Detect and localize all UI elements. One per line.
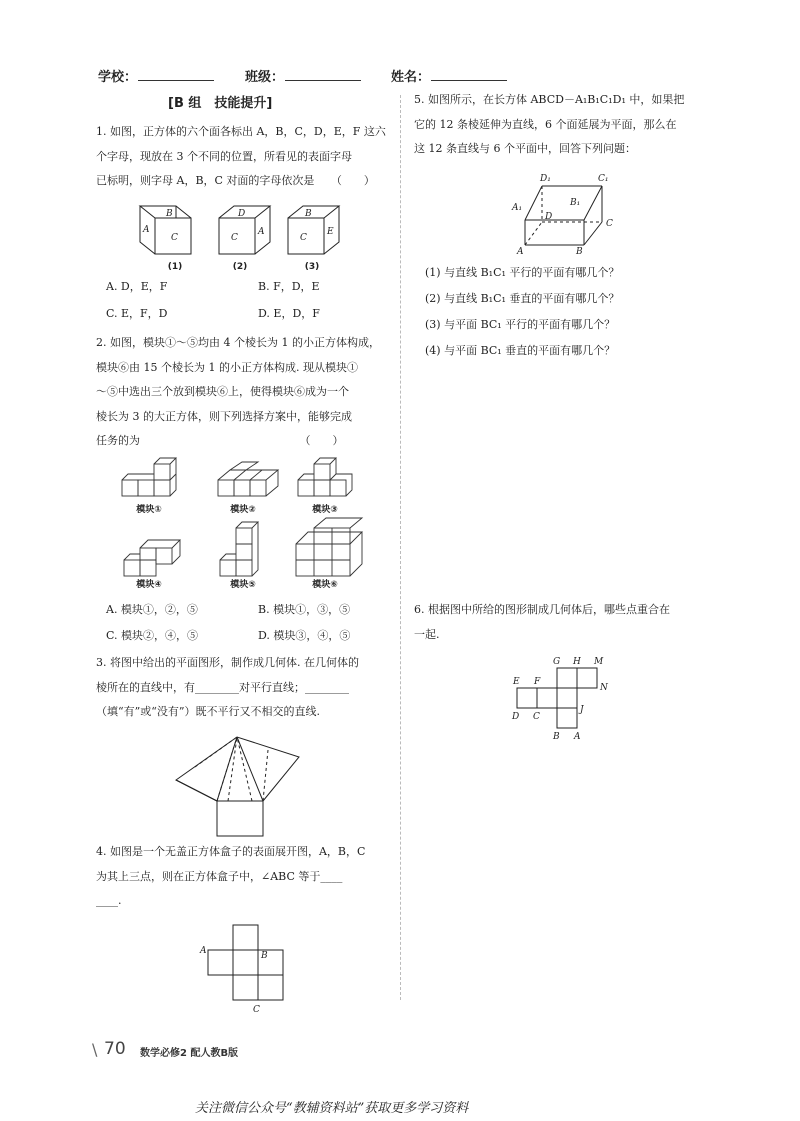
q3-line: （填“有”或“没有”）既不平行又不相交的直线. bbox=[96, 705, 320, 718]
q5-subquestion-1: (1) 与直线 B₁C₁ 平行的平面有哪几个？ bbox=[425, 266, 620, 279]
q5-line: 这 12 条直线与 6 个平面中，回答下列问题： bbox=[414, 142, 636, 155]
q5-vertex-c: C bbox=[606, 219, 613, 229]
q5-vertex-d1: D₁ bbox=[540, 174, 551, 184]
q6-line: 6. 根据图中所给的图形制成几何体后，哪些点重合在 bbox=[414, 603, 670, 616]
q5-subquestion-4: (4) 与平面 BC₁ 垂直的平面有哪几个？ bbox=[425, 344, 616, 357]
q4-line: ____. bbox=[96, 894, 122, 907]
q1-option-a[interactable]: A. D，E，F bbox=[106, 280, 168, 293]
q2-line: 2. 如图，模块①～⑤均由 4 个棱长为 1 的小正方体构成， bbox=[96, 336, 380, 349]
q1-line: 1. 如图，正方体的六个面各标出 A，B，C，D，E，F 这六 bbox=[96, 125, 386, 138]
page-slash: \ bbox=[92, 1040, 98, 1059]
module-3-drawing bbox=[298, 458, 352, 496]
q5-text bbox=[414, 88, 714, 162]
q2-line: ～⑤中选出三个放到模块⑥上，使得模块⑥成为一个 bbox=[96, 385, 349, 398]
cube1-front-letter: C bbox=[171, 233, 178, 243]
q6-point-e: E bbox=[513, 677, 520, 687]
cube3-front-letter: C bbox=[300, 233, 307, 243]
section-title: [B 组 技能提升] bbox=[168, 96, 273, 111]
name-label: 姓名： bbox=[391, 70, 431, 85]
cube2-right-letter: A bbox=[258, 227, 265, 237]
module-caption-4: 模块④ bbox=[136, 580, 162, 590]
q6-point-f: F bbox=[534, 677, 541, 687]
q2-line: 任务的为 （ ） bbox=[96, 434, 344, 447]
cube2-top-letter: D bbox=[238, 209, 246, 219]
q2-option-b[interactable]: B. 模块①，③，⑤ bbox=[258, 603, 351, 616]
q5-vertex-b: B bbox=[576, 247, 583, 257]
q6-net-figure bbox=[517, 668, 597, 728]
class-label: 班级： bbox=[245, 70, 285, 85]
q6-point-h: H bbox=[573, 657, 581, 667]
q1-option-c[interactable]: C. E，F，D bbox=[106, 307, 168, 320]
q2-line: 模块⑥由 15 个棱长为 1 的小正方体构成. 现从模块① bbox=[96, 360, 358, 374]
q4-text bbox=[96, 840, 396, 914]
module-caption-1: 模块① bbox=[136, 505, 162, 515]
q4-net-figure bbox=[208, 925, 283, 1000]
q6-point-c: C bbox=[533, 712, 540, 722]
q5-line: 它的 12 条棱延伸为直线，6 个面延展为平面，那么在 bbox=[414, 117, 677, 131]
book-title: 数学必修2 配人教B版 bbox=[140, 1048, 239, 1059]
q2-text bbox=[96, 331, 396, 454]
q5-vertex-a1: A₁ bbox=[512, 203, 523, 213]
q6-point-d: D bbox=[512, 712, 520, 722]
q6-point-g: G bbox=[553, 657, 561, 667]
q4-point-b: B bbox=[261, 951, 268, 961]
q6-point-n: N bbox=[600, 683, 608, 693]
q5-vertex-c1: C₁ bbox=[598, 174, 609, 184]
module-5-drawing bbox=[220, 522, 258, 576]
q4-line: 4. 如图是一个无盖正方体盒子的表面展开图，A，B，C bbox=[96, 845, 366, 858]
q2-modules bbox=[122, 458, 362, 576]
q6-point-j: J bbox=[580, 705, 584, 715]
cube-caption-3: (3) bbox=[304, 262, 320, 272]
module-6-drawing bbox=[296, 518, 362, 576]
q1-option-b[interactable]: B. F，D，E bbox=[258, 280, 320, 293]
q2-option-d[interactable]: D. 模块③，④，⑤ bbox=[258, 629, 351, 642]
module-caption-3: 模块③ bbox=[312, 505, 338, 515]
q5-line: 5. 如图所示，在长方体 ABCD－A₁B₁C₁D₁ 中，如果把 bbox=[414, 93, 685, 106]
promo-text: 关注微信公众号“教辅资料站”获取更多学习资料 bbox=[195, 1101, 469, 1116]
cube3-top-letter: B bbox=[305, 209, 312, 219]
q5-vertex-d: D bbox=[545, 212, 553, 222]
q1-line: 个字母，现放在 3 个不同的位置，所看见的表面字母 bbox=[96, 149, 352, 163]
q4-line: 为其上三点，则在正方体盒子中，∠ABC 等于____ bbox=[96, 869, 343, 883]
module-1-drawing bbox=[122, 458, 176, 496]
module-caption-6: 模块⑥ bbox=[312, 580, 338, 590]
cube1-top-letter: B bbox=[166, 209, 173, 219]
cube2-front-letter: C bbox=[231, 233, 238, 243]
q3-net-figure bbox=[176, 737, 299, 836]
q4-point-c: C bbox=[253, 1005, 260, 1015]
school-label: 学校： bbox=[98, 70, 138, 85]
q2-line: 棱长为 3 的大正方体，则下列选择方案中，能够完成 bbox=[96, 409, 352, 423]
q5-vertex-a: A bbox=[517, 247, 524, 257]
q6-point-b: B bbox=[553, 732, 560, 742]
q5-subquestion-3: (3) 与平面 BC₁ 平行的平面有哪几个？ bbox=[425, 318, 616, 331]
module-2-drawing bbox=[218, 462, 278, 496]
module-4-drawing bbox=[124, 540, 180, 576]
q3-line: 3. 将图中给出的平面图形，制作成几何体. 在几何体的 bbox=[96, 656, 359, 669]
q5-cuboid-figure bbox=[525, 186, 602, 245]
q5-subquestions bbox=[425, 260, 619, 364]
q2-option-a[interactable]: A. 模块①，②，⑤ bbox=[106, 603, 198, 616]
q1-line: 已标明，则字母 A，B，C 对面的字母依次是 （ ） bbox=[96, 174, 375, 187]
q6-text bbox=[414, 598, 714, 647]
page-number: 70 bbox=[104, 1039, 126, 1059]
q6-point-a: A bbox=[574, 732, 581, 742]
q5-vertex-b1: B₁ bbox=[570, 198, 581, 208]
q4-point-a: A bbox=[200, 946, 207, 956]
q2-option-c[interactable]: C. 模块②，④，⑤ bbox=[106, 629, 199, 642]
cube1-left-letter: A bbox=[143, 225, 150, 235]
q1-option-d[interactable]: D. E，D，F bbox=[258, 307, 320, 320]
module-caption-5: 模块⑤ bbox=[230, 580, 256, 590]
module-caption-2: 模块② bbox=[230, 505, 256, 515]
cube-caption-2: (2) bbox=[232, 262, 248, 272]
q5-subquestion-2: (2) 与直线 B₁C₁ 垂直的平面有哪几个？ bbox=[425, 292, 620, 305]
cube-caption-1: (1) bbox=[167, 262, 183, 272]
q3-line: 棱所在的直线中，有________对平行直线；________ bbox=[96, 680, 349, 694]
cube3-right-letter: E bbox=[327, 227, 334, 237]
q3-text bbox=[96, 651, 396, 725]
q6-point-m: M bbox=[594, 657, 604, 667]
q6-line: 一起. bbox=[414, 627, 440, 641]
